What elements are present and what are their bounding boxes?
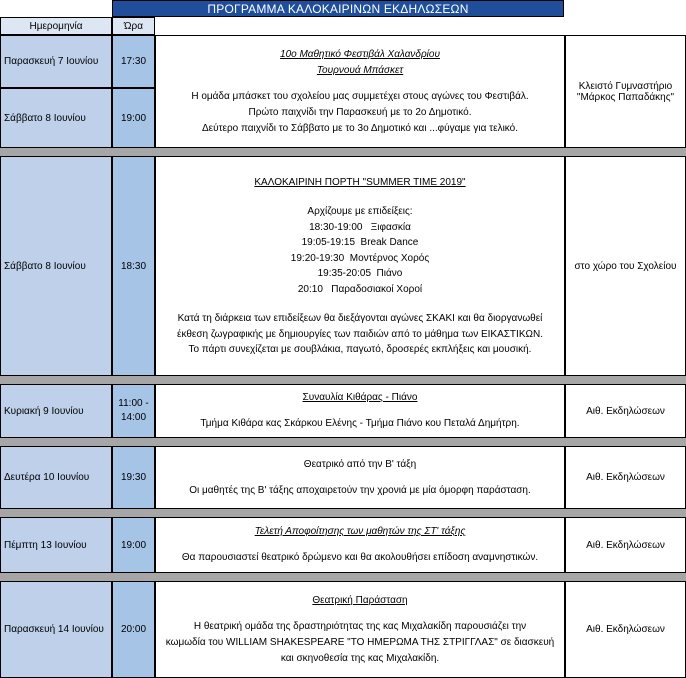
event-line: Τμήμα Κιθάρα κας Σκάρκου Ελένης - Τμήμα Πιάνο κου Πεταλά Δημήτρη. [200,418,520,429]
time-cell: 20:00 [112,581,155,678]
event-description [155,581,565,678]
event-description [155,384,565,438]
event-subtitle: Τουρνουά Μπάσκετ [316,64,404,76]
event-location: Αιθ. Εκδηλώσεων [565,446,686,509]
event-description [155,35,565,148]
row-separator [0,438,686,446]
event-title: Θεατρικό από την Β' τάξη [303,458,417,470]
schedule-item: 19:05-19:15 Break Dance [301,237,419,248]
row-separator [0,573,686,581]
event-line: κωμωδία του WILLIAM SHAKESPEARE "ΤΟ ΗΜΕΡΩΜΑ ΤΗΣ ΣΤΡΙΓΓΛΑΣ" σε διασκευή [165,636,555,648]
schedule-item: 19:20-19:30 Μοντέρνος Χορός [290,252,430,264]
event-location [565,35,686,148]
page-title: ΠΡΟΓΡΑΜΜΑ ΚΑΛΟΚΑΙΡΙΝΩΝ ΕΚΔΗΛΩΣΕΩΝ [112,0,564,17]
event-description [155,517,565,573]
date-cell: Σάββατο 8 Ιουνίου [0,156,112,376]
event-location: Αιθ. Εκδηλώσεων [565,581,686,678]
event-line: Η θεατρική ομάδα της δραστηριότητας της κας Μιχαλακίδη παρουσιάζει την [193,620,527,632]
row-separator [0,148,686,156]
time-cell: 17:30 [112,35,155,88]
event-intro: Αρχίζουμε με επιδείξεις: [307,206,413,217]
event-title: ΚΑΛΟΚΑΙΡΙΝΗ ΠΟΡΤΗ "SUMMER TIME 2019" [254,176,466,188]
date-cell: Παρασκευή 14 Ιουνίου [0,581,112,678]
event-description [155,446,565,509]
date-cell: Σάββατο 8 Ιουνίου [0,88,112,148]
event-location: Αιθ. Εκδηλώσεων [565,517,686,573]
event-title: Συναυλία Κιθάρας - Πιάνο [302,392,418,403]
date-cell: Παρασκευή 7 Ιουνίου [0,35,112,88]
event-title: Τελετή Αποφοίτησης των μαθητών της ΣΤ' τάξης [254,526,466,537]
event-line: Η ομάδα μπάσκετ του σχολείου μας συμμετέχει στους αγώνες του Φεστιβάλ. [191,90,529,102]
location-line: Κλειστό Γυμναστήριο [578,80,673,92]
event-line: Θα παρουσιαστεί θεατρικό δρώμενο και θα ακολουθήσει επίδοση αναμνηστικών. [181,552,539,563]
event-line: Οι μαθητές της Β' τάξης αποχαιρετούν την χρονιά με μία όμορφη παράσταση. [189,484,531,496]
event-line: και σκηνοθεσία της κας Μιχαλακίδη. [280,652,440,664]
schedule-item: 19:35-20:05 Πιάνο [317,268,403,279]
time-cell: 19:00 [112,517,155,573]
event-location: Αιθ. Εκδηλώσεων [565,384,686,438]
row-separator [0,376,686,384]
event-line: Το πάρτι συνεχίζεται με σουβλάκια, παγωτό, δροσερές εκπλήξεις και μουσική. [188,344,532,355]
schedule-item: 18:30-19:00 Ξιφασκία [309,221,411,233]
header-time: Ώρα [112,17,155,35]
row-separator [0,509,686,517]
date-cell: Πέμπτη 13 Ιουνίου [0,517,112,573]
event-line: έκθεση ζωγραφικής με δημιουργίες των παιδιών από το μάθημα των ΕΙΚΑΣΤΙΚΩΝ. [177,328,543,340]
event-line: Πρώτο παιχνίδι την Παρασκευή με το 2ο Δημοτικό. [248,106,472,118]
event-line: Κατά τη διάρκεια των επιδείξεων θα διεξάγονται αγώνες ΣΚΑΚΙ και θα διοργανωθεί [177,313,543,324]
header-date: Ημερομηνία [0,17,112,35]
location-line: "Μάρκος Παπαδάκης" [576,91,675,103]
date-cell: Δευτέρα 10 Ιουνίου [0,446,112,509]
schedule-item: 20:10 Παραδοσιακοί Χοροί [297,283,423,295]
time-cell [112,384,155,438]
event-location: στο χώρο του Σχολείου [565,156,686,376]
event-title: Θεατρική Παράσταση [312,594,408,606]
event-description [155,156,565,376]
time-cell: 19:00 [112,88,155,148]
time-end: 14:00 [120,412,147,423]
time-start: 11:00 - [118,398,149,409]
event-line: Δεύτερο παιχνίδι το Σάββατο με το 3ο Δημοτικό και ...φύγαμε για τελικό. [201,122,519,134]
time-cell: 19:30 [112,446,155,509]
event-title: 10ο Μαθητικό Φεστιβάλ Χαλανδρίου [280,48,440,60]
date-cell: Κυριακή 9 Ιουνίου [0,384,112,438]
time-cell: 18:30 [112,156,155,376]
